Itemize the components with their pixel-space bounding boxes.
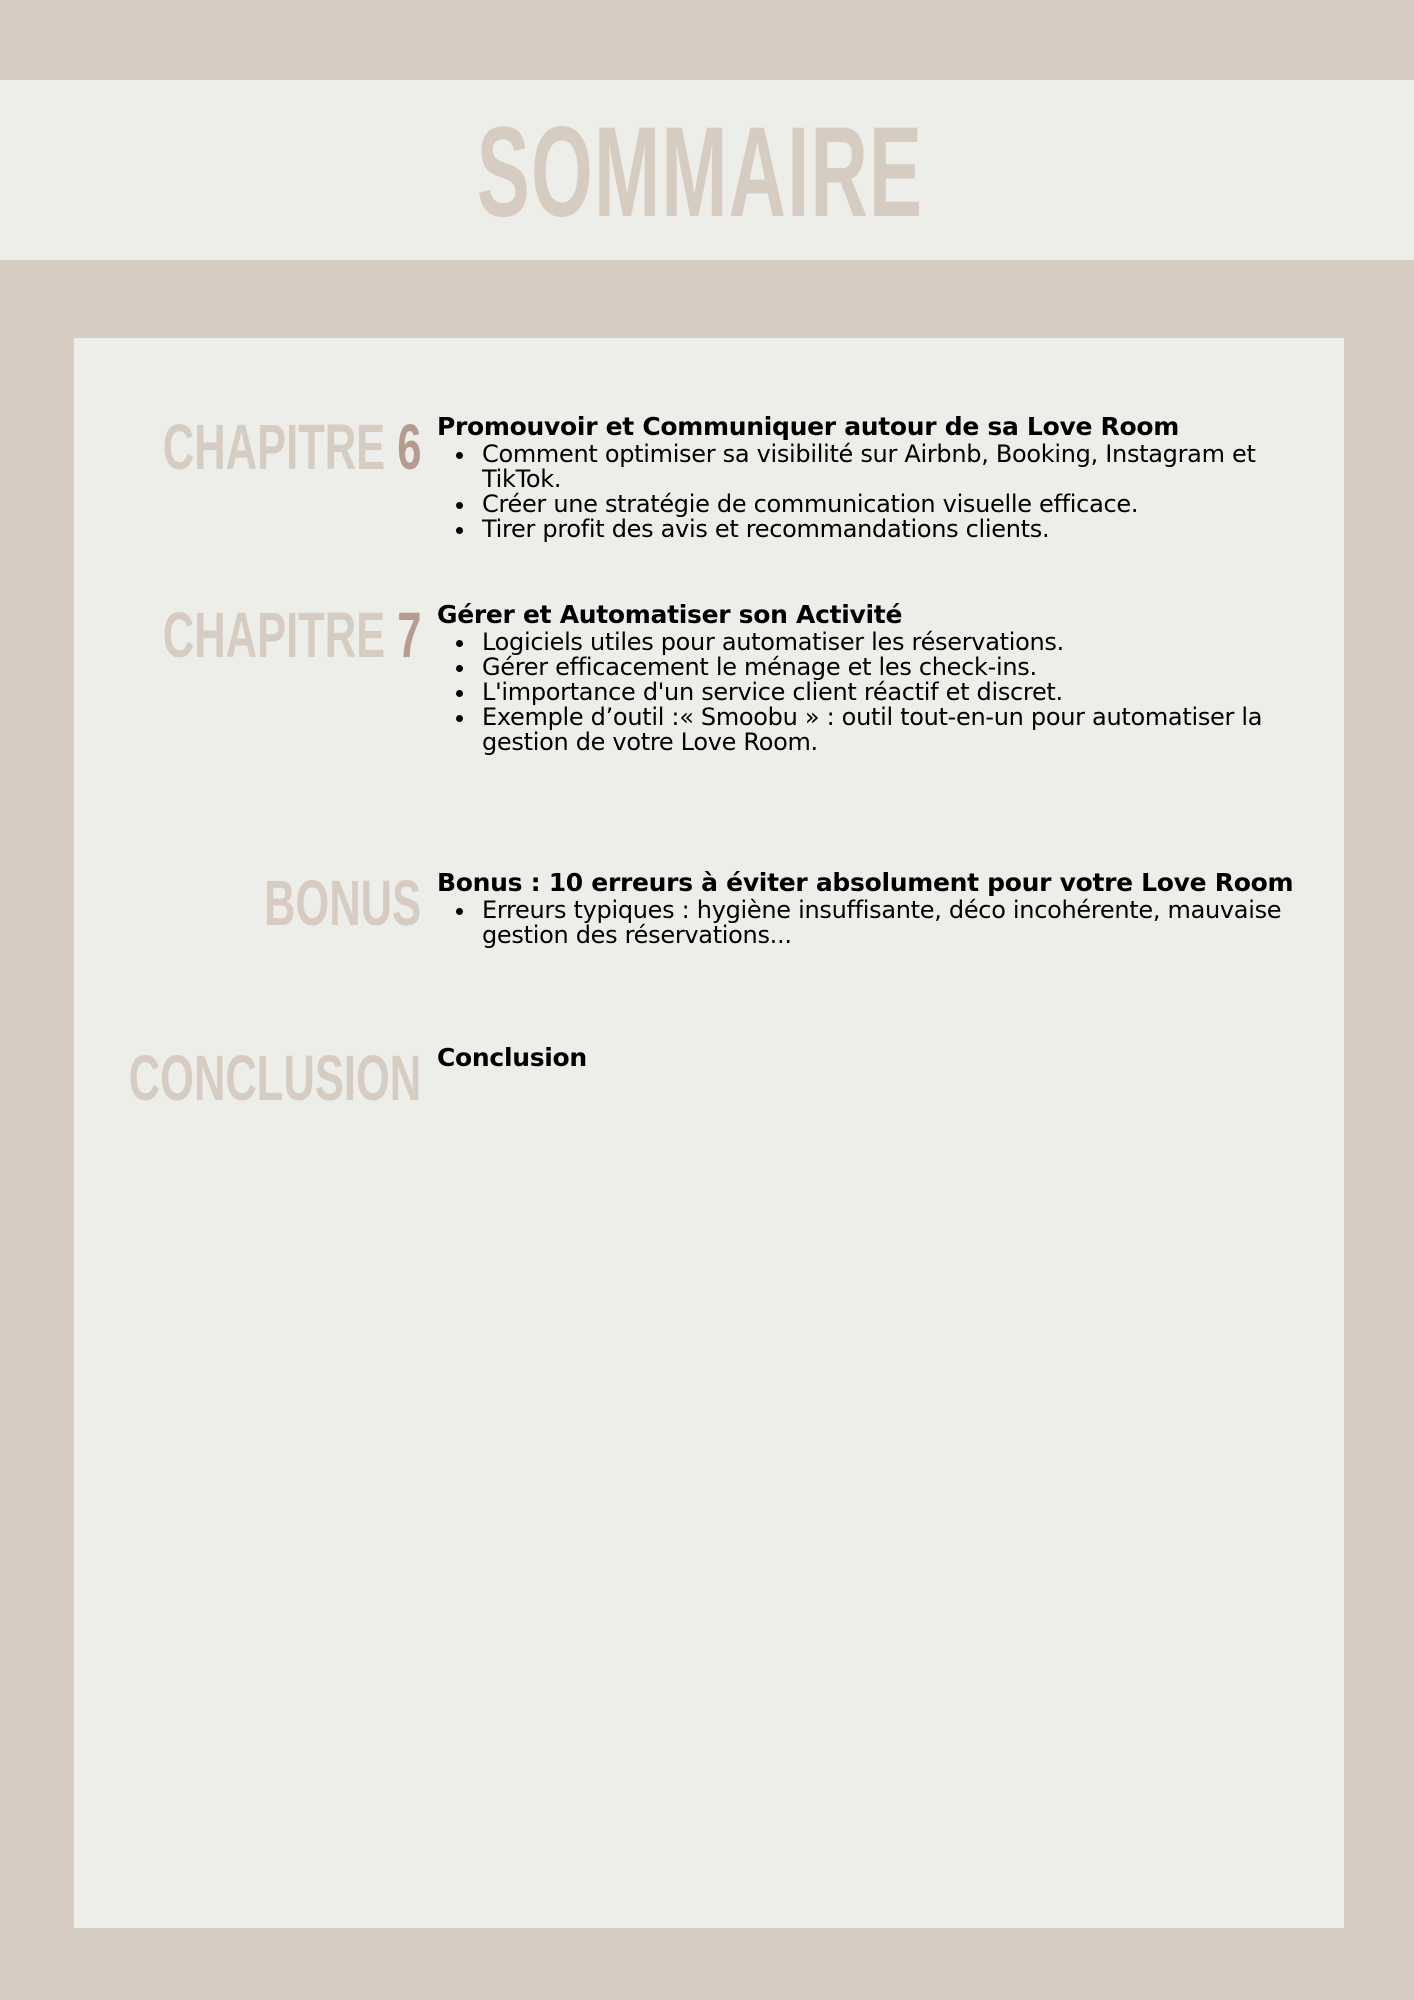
content-panel [74,338,1344,1928]
label-word: CHAPITRE [162,411,385,483]
label-number: 6 [396,411,421,483]
list-item: Tirer profit des avis et recommandations clients. [437,517,1337,542]
section-body [437,1043,1337,1073]
section-heading: Gérer et Automatiser son Activité [437,600,903,629]
section-heading: Promouvoir et Communiquer autour de sa Love Room [437,412,1179,441]
label-word: CONCLUSION [128,1042,421,1114]
label-word: CHAPITRE [162,599,385,671]
section-label [128,1043,421,1113]
section-body [437,868,1337,948]
section-body [437,412,1337,542]
list-item: Exemple d’outil :« Smoobu » : outil tout-en-un pour automatiser la gestion de votre Love Room. [437,705,1337,755]
label-number: 7 [396,599,421,671]
list-item: L'importance d'un service client réactif et discret. [437,680,1337,705]
section-label [264,868,421,938]
section-body [437,600,1337,755]
section-heading: Conclusion [437,1043,587,1072]
bullet-list [437,898,1337,948]
bullet-list [437,630,1337,755]
section-heading: Bonus : 10 erreurs à éviter absolument pour votre Love Room [437,868,1294,897]
list-item: Logiciels utiles pour automatiser les réservations. [437,630,1337,655]
page-title: SOMMAIRE [476,101,924,244]
section-label [162,412,421,482]
list-item: Erreurs typiques : hygiène insuffisante, déco incohérente, mauvaise gestion des réservations... [437,898,1337,948]
list-item: Gérer efficacement le ménage et les check-ins. [437,655,1337,680]
section-label [162,600,421,670]
label-word: BONUS [263,867,421,939]
list-item: Créer une stratégie de communication visuelle efficace. [437,492,1337,517]
list-item: Comment optimiser sa visibilité sur Airbnb, Booking, Instagram et TikTok. [437,442,1337,492]
bullet-list [437,442,1337,542]
